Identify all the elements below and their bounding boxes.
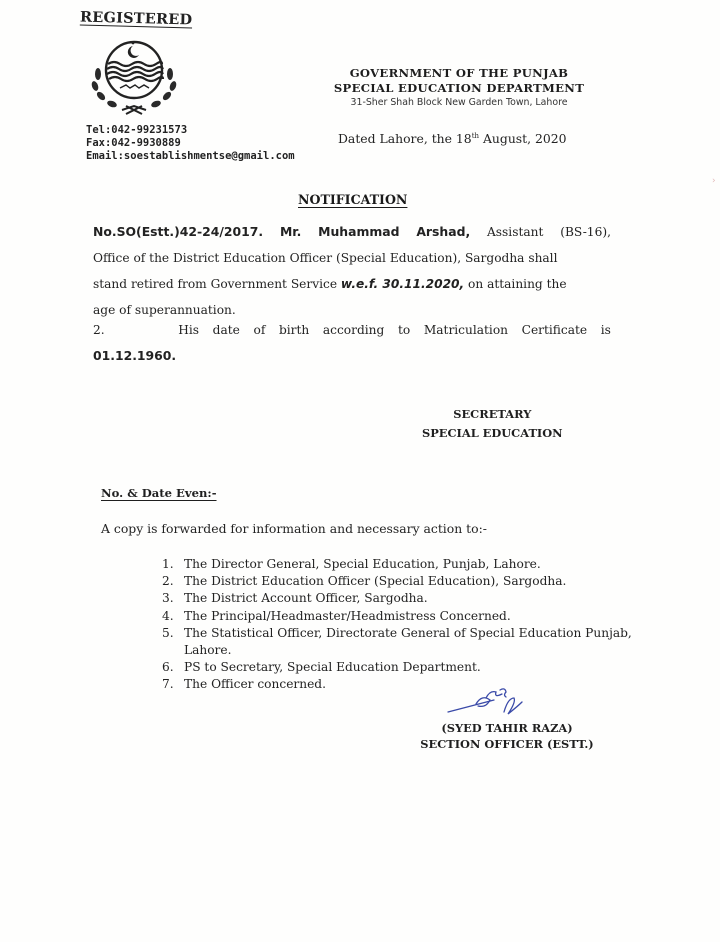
- letterhead: [328, 66, 590, 109]
- list-item-text: The Statistical Officer, Directorate General of Special Education Punjab, Lahore.: [184, 625, 632, 658]
- telephone: Tel:042-99231573: [86, 124, 188, 136]
- list-item-number: 7.: [162, 677, 174, 692]
- notification-paragraph-2: [93, 317, 611, 369]
- endorsement-heading: No. & Date Even:-: [101, 486, 217, 500]
- list-item-text: PS to Secretary, Special Education Department.: [184, 660, 481, 675]
- notification-title: NOTIFICATION: [298, 192, 408, 207]
- endorsement-intro: A copy is forwarded for information and necessary action to:-: [101, 521, 487, 536]
- list-item: [162, 556, 644, 573]
- list-item-number: 2.: [162, 574, 174, 589]
- para2-word: of: [253, 323, 266, 337]
- margin-mark: ›: [712, 176, 716, 186]
- para2-number: 2.: [93, 323, 105, 337]
- list-item-number: 4.: [162, 608, 174, 623]
- designation: Assistant: [487, 225, 544, 239]
- dated-sup: th: [471, 132, 480, 140]
- notification-paragraph-1: [93, 219, 611, 323]
- officer-name: (SYED TAHIR RAZA): [441, 721, 573, 735]
- list-item: [162, 676, 644, 693]
- section-officer-block: [409, 720, 605, 752]
- para2-word: birth: [278, 323, 310, 337]
- punjab-emblem-icon: [86, 36, 182, 116]
- list-item: [162, 608, 644, 625]
- list-item-text: The Principal/Headmaster/Headmistress Concerned.: [184, 608, 511, 623]
- para1-text-3c: on attaining the: [464, 277, 567, 291]
- email: Email:soestablishmentse@gmail.com: [86, 150, 295, 162]
- para2-word: Certificate: [521, 323, 588, 337]
- para1-line-1: [93, 219, 611, 245]
- list-item: [162, 625, 644, 659]
- secretary-signature-block: [422, 405, 563, 443]
- honorific: Mr.: [279, 224, 302, 239]
- list-item-text: The District Account Officer, Sargodha.: [184, 591, 428, 606]
- officer-title: SECTION OFFICER (ESTT.): [420, 737, 594, 751]
- para2-word: according: [322, 323, 385, 337]
- grade: (BS-16),: [560, 225, 611, 239]
- para1-text-3a: stand retired from Government Service: [93, 277, 341, 291]
- registered-stamp: REGISTERED: [79, 8, 193, 29]
- notification-number: No.SO(Estt.)42-24/2017.: [93, 224, 264, 239]
- government-name: GOVERNMENT OF THE PUNJAB: [349, 66, 569, 80]
- para2-word: date: [212, 323, 240, 337]
- para1-text-2: Office of the District Education Officer (Special Education), Sargodha shall: [93, 251, 558, 265]
- list-item: [162, 590, 644, 607]
- list-item-text: The District Education Officer (Special Education), Sargodha.: [184, 574, 567, 589]
- secretary-title: SECRETARY: [453, 407, 532, 421]
- list-item-number: 3.: [162, 591, 174, 606]
- copy-distribution-list: [162, 556, 644, 694]
- para2-word: His: [178, 323, 200, 337]
- retirement-date: w.e.f. 30.11.2020,: [340, 277, 465, 291]
- para2-line-1: [93, 317, 611, 343]
- para2-word: is: [600, 323, 611, 337]
- date-of-birth: 01.12.1960.: [93, 348, 177, 363]
- department-address: 31-Sher Shah Block New Garden Town, Lahore: [350, 97, 568, 108]
- para2-word: to: [397, 323, 411, 337]
- list-item-number: 6.: [162, 660, 174, 675]
- para1-line-3: [93, 271, 611, 297]
- list-item: [162, 659, 644, 676]
- list-item-text: The Director General, Special Education, Punjab, Lahore.: [184, 557, 541, 571]
- list-item: [162, 573, 644, 590]
- list-item-number: 5.: [162, 625, 174, 640]
- department-name: SPECIAL EDUCATION DEPARTMENT: [333, 81, 585, 95]
- list-item-number: 1.: [162, 557, 174, 571]
- list-item-text: The Officer concerned.: [184, 677, 326, 692]
- dated-line: [338, 131, 567, 146]
- para1-line-2: [93, 245, 611, 271]
- para1-line-4: age of superannuation.: [93, 303, 236, 317]
- secretary-department: SPECIAL EDUCATION: [422, 426, 563, 440]
- handwritten-signature-icon: [446, 682, 546, 722]
- dated-prefix: Dated Lahore, the 18: [338, 131, 472, 146]
- employee-first-name: Muhammad: [318, 224, 400, 239]
- para2-word: Matriculation: [423, 323, 509, 337]
- contact-block: [86, 124, 295, 163]
- fax: Fax:042-9930889: [86, 137, 181, 149]
- dated-suffix: August, 2020: [479, 131, 567, 146]
- employee-last-name: Arshad,: [416, 224, 471, 239]
